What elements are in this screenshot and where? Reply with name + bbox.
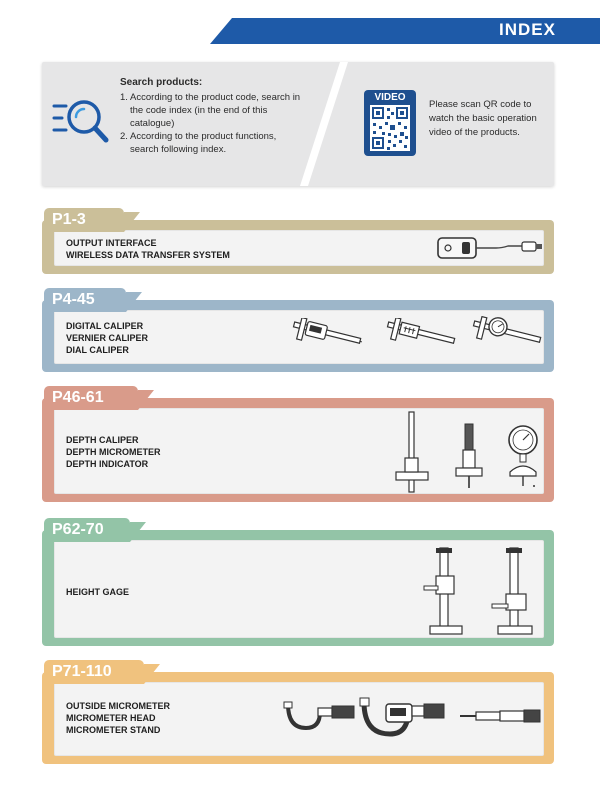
item-label: DIGITAL CALIPER xyxy=(66,321,144,331)
section-p4-45 xyxy=(42,288,554,372)
item-label: MICROMETER STAND xyxy=(66,725,161,735)
section-tab: P62-70 xyxy=(44,518,130,542)
item-label: DEPTH CALIPER xyxy=(66,435,139,445)
vernier-caliper-icon xyxy=(384,318,456,356)
video-instructions: Please scan QR code to watch the basic operation video of the products. xyxy=(429,99,537,138)
item-label: HEIGHT GAGE xyxy=(66,587,130,597)
item-label: DIAL CALIPER xyxy=(66,345,129,355)
height-gage-icon xyxy=(422,546,468,636)
section-tab: P71-110 xyxy=(44,660,144,684)
digital-micrometer-icon xyxy=(356,694,446,738)
page-title: INDEX xyxy=(499,20,556,39)
video-label: VIDEO xyxy=(374,92,406,103)
intro-divider xyxy=(300,62,348,186)
section-tab: P4-45 xyxy=(44,288,126,312)
digital-caliper-icon xyxy=(290,318,362,356)
intro-box xyxy=(42,62,554,186)
section-items xyxy=(66,237,230,261)
section-p46-61 xyxy=(42,386,554,502)
section-items xyxy=(66,320,148,356)
section-items xyxy=(66,586,129,598)
section-p62-70 xyxy=(42,518,554,646)
search-step-2: 2. According to the product functions, search following index. xyxy=(120,131,277,155)
item-label: DEPTH MICROMETER xyxy=(66,447,161,457)
dial-caliper-icon xyxy=(470,316,542,356)
video-qr-box[interactable] xyxy=(364,90,416,156)
section-items xyxy=(66,700,170,736)
item-label: OUTSIDE MICROMETER xyxy=(66,701,171,711)
depth-indicator-icon xyxy=(504,424,542,494)
search-instructions xyxy=(120,76,302,156)
item-label: WIRELESS DATA TRANSFER SYSTEM xyxy=(66,250,230,260)
item-label: DEPTH INDICATOR xyxy=(66,459,149,469)
depth-micrometer-icon xyxy=(454,422,484,492)
item-label: VERNIER CALIPER xyxy=(66,333,149,343)
item-label: OUTPUT INTERFACE xyxy=(66,238,157,248)
outside-micrometer-icon xyxy=(280,700,356,734)
section-tab: P46-61 xyxy=(44,386,138,410)
section-p71-110 xyxy=(42,660,554,764)
item-label: MICROMETER HEAD xyxy=(66,713,156,723)
height-gage-2-icon xyxy=(488,546,538,636)
qr-code-icon xyxy=(370,105,410,151)
section-tab: P1-3 xyxy=(44,208,124,232)
search-title: Search products: xyxy=(120,77,203,88)
section-p1-3 xyxy=(42,208,554,274)
wireless-transmitter-icon xyxy=(436,235,546,261)
depth-caliper-icon xyxy=(394,410,430,496)
search-step-1: 1. According to the product code, search in the code index (in the end of this catalogue) xyxy=(120,92,301,129)
search-icon xyxy=(50,90,116,150)
header-band xyxy=(232,18,600,44)
section-items xyxy=(66,434,161,470)
micrometer-head-icon xyxy=(458,708,542,724)
